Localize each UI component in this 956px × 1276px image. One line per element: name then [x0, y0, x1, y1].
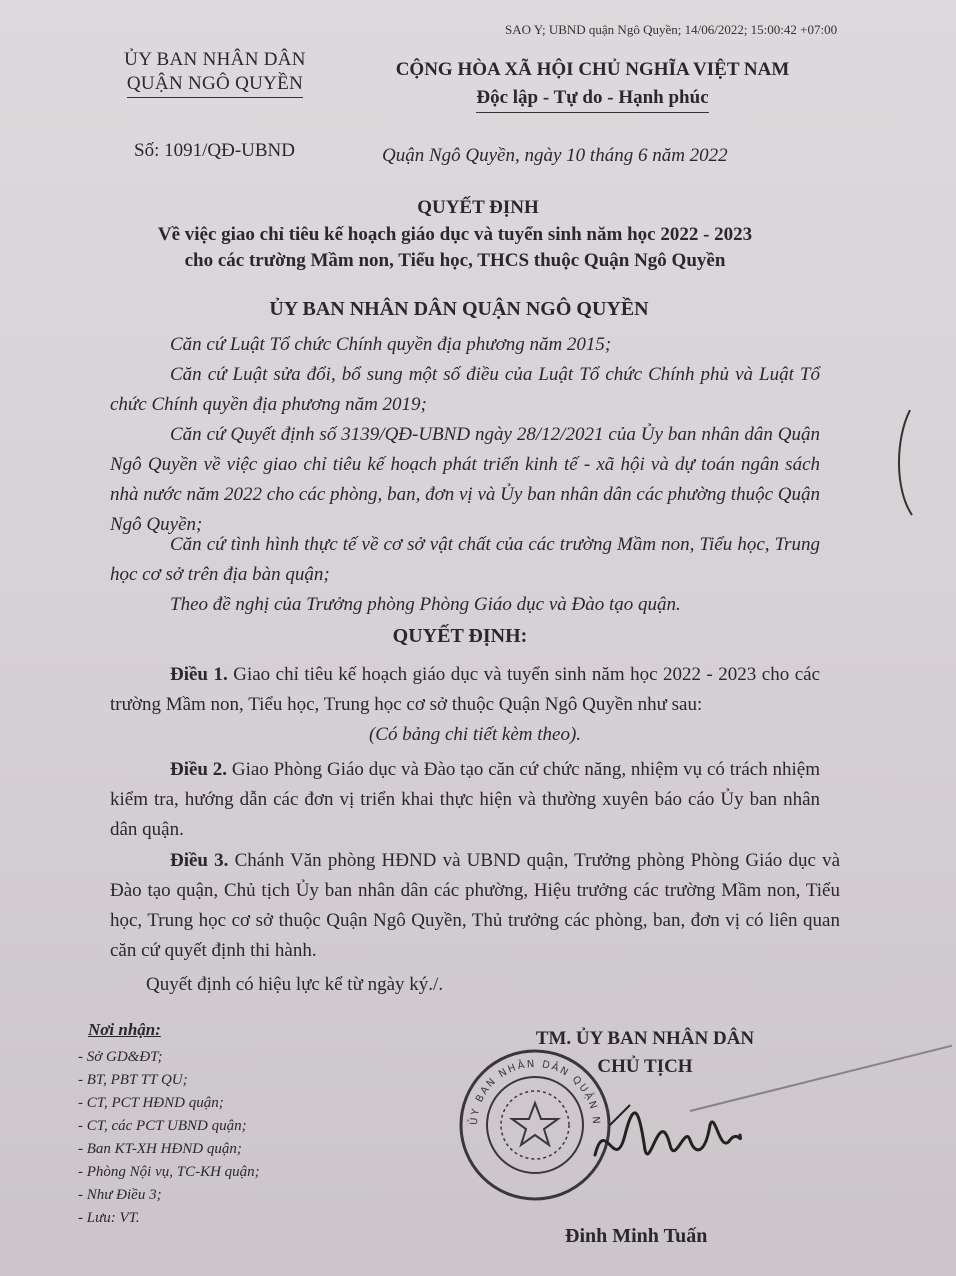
nation-line1: CỘNG HÒA XÃ HỘI CHỦ NGHĨA VIỆT NAM — [395, 59, 790, 80]
recipient-item: - CT, PCT HĐND quận; — [78, 1095, 224, 1111]
recipient-item: - Phòng Nội vụ, TC-KH quận; — [78, 1164, 260, 1180]
article-2 — [110, 755, 820, 845]
recipients-list — [78, 1046, 260, 1230]
preamble-item: Căn cứ Luật Tổ chức Chính quyền địa phương năm 2015; — [170, 334, 612, 355]
recipient-item: - BT, PBT TT QU; — [78, 1072, 188, 1088]
agency-line2: QUẬN NGÔ QUYỀN — [127, 72, 303, 98]
recipient-item: - Sở GD&ĐT; — [78, 1049, 163, 1065]
issuing-agency — [80, 48, 350, 98]
article-label: Điều 2. — [170, 759, 228, 780]
subject-line1: Về việc giao chỉ tiêu kế hoạch giáo dục và tuyển sinh năm học 2022 - 2023 — [157, 224, 753, 245]
handwritten-signature-icon — [590, 1095, 750, 1190]
svg-text:ỦY BAN NHÂN DÂN QUẬN NGÔ QUYỀN: ỦY BAN NHÂN DÂN QUẬN N — [468, 1058, 602, 1127]
subject-line2: cho các trường Mầm non, Tiểu học, THCS thuộc Quận Ngô Quyền — [184, 250, 726, 271]
document-title: QUYẾT ĐỊNH — [417, 197, 539, 218]
recipient-item: - Lưu: VT. — [78, 1210, 140, 1226]
preamble-item: Căn cứ Quyết định số 3139/QĐ-UBND ngày 28/12/2021 của Ủy ban nhân dân Quận Ngô Quyền về việc giao chỉ tiêu kế hoạch phát triển kinh tế - xã hội và dự toán ngân sách nhà nước năm 2022 cho các phòng, ban, đơn vị và Ủy ban nhân dân các phường thuộc Quận Ngô Quyền; — [110, 424, 820, 535]
agency-line1: ỦY BAN NHÂN DÂN — [124, 49, 306, 70]
article-3 — [110, 846, 840, 966]
attachment-note: (Có bảng chi tiết kèm theo). — [368, 724, 582, 745]
signer-name: Đinh Minh Tuấn — [565, 1225, 708, 1247]
preamble-item: Theo đề nghị của Trưởng phòng Phòng Giáo dục và Đào tạo quận. — [170, 594, 681, 615]
document-subject — [0, 222, 910, 274]
article-text: Giao chỉ tiêu kế hoạch giáo dục và tuyển sinh năm học 2022 - 2023 cho các trường Mầm non, Tiểu học, Trung học cơ sở thuộc Quận Ngô Quyền như sau: — [110, 664, 821, 715]
national-motto — [355, 56, 830, 113]
recipient-item: - Như Điều 3; — [78, 1187, 162, 1203]
authority-heading: ỦY BAN NHÂN DÂN QUẬN NGÔ QUYỀN — [269, 298, 649, 320]
recipient-item: - Ban KT-XH HĐND quận; — [78, 1141, 242, 1157]
preamble-item: Căn cứ tình hình thực tế về cơ sở vật chất của các trường Mầm non, Tiểu học, Trung học cơ sở trên địa bàn quận; — [110, 534, 820, 585]
place-date: Quận Ngô Quyền, ngày 10 tháng 6 năm 2022 — [382, 145, 728, 166]
effective-clause: Quyết định có hiệu lực kể từ ngày ký./. — [146, 974, 444, 995]
signature-title-line1: TM. ỦY BAN NHÂN DÂN — [535, 1028, 755, 1049]
recipients-heading: Nơi nhận: — [88, 1020, 161, 1039]
margin-marks — [890, 410, 930, 529]
signature-title-line2: CHỦ TỊCH — [597, 1056, 693, 1077]
article-label: Điều 3. — [170, 850, 229, 871]
certification-stamp: SAO Y; UBND quận Ngô Quyền; 14/06/2022; 15:00:42 +07:00 — [505, 22, 838, 37]
article-text: Chánh Văn phòng HĐND và UBND quận, Trưởng phòng Phòng Giáo dục và Đào tạo quận, Chủ tịch Ủy ban nhân dân các phường, Hiệu trưởng các trường Mầm non, Tiểu học, Trung học cơ sở thuộc Quận Ngô Quyền, Thủ trưởng các phòng, ban, đơn vị có liên quan căn cứ quyết định thi hành. — [110, 850, 841, 961]
article-label: Điều 1. — [170, 664, 228, 685]
article-text: Giao Phòng Giáo dục và Đào tạo căn cứ chức năng, nhiệm vụ có trách nhiệm kiểm tra, hướng dẫn các đơn vị triển khai thực hiện và thường xuyên báo cáo Ủy ban nhân dân quận. — [110, 759, 821, 840]
nation-line2: Độc lập - Tự do - Hạnh phúc — [476, 84, 708, 113]
decision-heading: QUYẾT ĐỊNH: — [392, 625, 528, 647]
document-number: Số: 1091/QĐ-UBND — [134, 140, 295, 161]
article-1 — [110, 660, 820, 720]
preamble-item: Căn cứ Luật sửa đổi, bổ sung một số điều của Luật Tổ chức Chính phủ và Luật Tổ chức Chính quyền địa phương năm 2019; — [110, 364, 820, 415]
recipient-item: - CT, các PCT UBND quận; — [78, 1118, 247, 1134]
